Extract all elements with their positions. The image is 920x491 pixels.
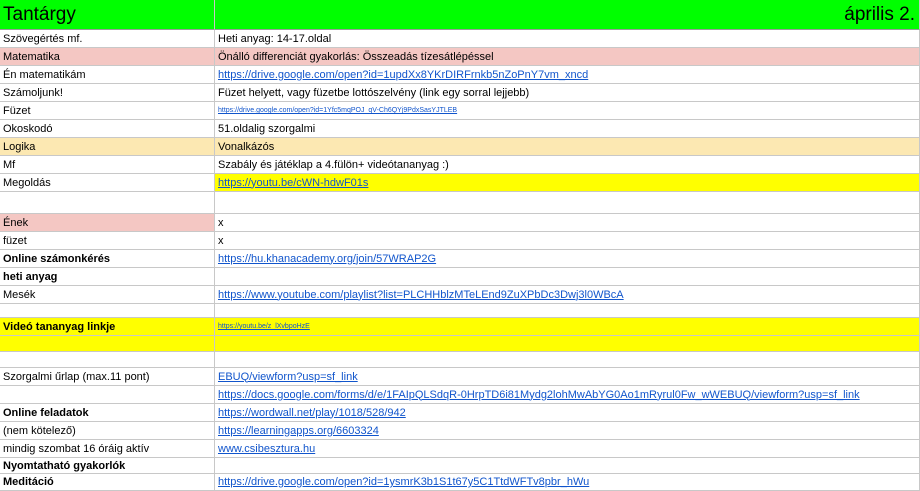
label-cell[interactable]: Meditáció — [0, 474, 215, 491]
table-row — [0, 250, 920, 268]
label-cell[interactable]: Videó tananyag linkje — [0, 318, 215, 336]
header-row — [0, 0, 920, 30]
label-cell[interactable] — [0, 336, 215, 352]
link[interactable]: https://hu.khanacademy.org/join/57WRAP2G — [218, 252, 437, 265]
label-cell[interactable]: Online számonkérés — [0, 250, 215, 268]
table-row — [0, 156, 920, 174]
table-row — [0, 440, 920, 458]
label-cell[interactable]: Logika — [0, 138, 215, 156]
value-cell[interactable]: Vonalkázós — [215, 138, 920, 156]
label-cell[interactable]: Én matematikám — [0, 66, 215, 84]
label-cell[interactable]: Szorgalmi űrlap (max.11 pont) — [0, 368, 215, 386]
link[interactable]: https://drive.google.com/open?id=1ysmrK3b1S1t67y5C1TtdWFTv8pbr_hWu — [218, 476, 590, 488]
value-cell[interactable]: x — [215, 232, 920, 250]
label-cell[interactable]: Nyomtatható gyakorlók — [0, 458, 215, 474]
value-cell[interactable] — [215, 268, 920, 286]
label-cell[interactable]: Számoljunk! — [0, 84, 215, 102]
table-row — [0, 352, 920, 368]
value-cell[interactable]: Önálló differenciát gyakorlás: Összeadás tízesátlépéssel — [215, 48, 920, 66]
value-cell[interactable]: Füzet helyett, vagy füzetbe lottószelvény (link egy sorral lejjebb) — [215, 84, 920, 102]
value-cell[interactable] — [215, 422, 920, 440]
value-cell[interactable] — [215, 102, 920, 120]
table-row — [0, 304, 920, 318]
value-cell[interactable] — [215, 286, 920, 304]
label-cell[interactable] — [0, 386, 215, 404]
label-cell[interactable]: Ének — [0, 214, 215, 232]
value-cell[interactable] — [215, 386, 920, 404]
label-cell[interactable]: Megoldás — [0, 174, 215, 192]
value-cell[interactable] — [215, 174, 920, 192]
link[interactable]: https://docs.google.com/forms/d/e/1FAIpQLSdqR-0HrpTD6i81Mydg2lohMwAbYG0Ao1mRyrul0Fw_wWEBUQ/viewform?usp=sf_link — [218, 388, 860, 401]
value-cell[interactable] — [215, 250, 920, 268]
table-row — [0, 30, 920, 48]
table-row — [0, 404, 920, 422]
value-cell[interactable] — [215, 474, 920, 491]
table-row — [0, 474, 920, 491]
table-row — [0, 368, 920, 386]
value-cell[interactable]: 51.oldalig szorgalmi — [215, 120, 920, 138]
table-row — [0, 84, 920, 102]
label-cell[interactable]: Matematika — [0, 48, 215, 66]
label-cell[interactable] — [0, 192, 215, 214]
label-cell[interactable]: Okoskodó — [0, 120, 215, 138]
table-row — [0, 66, 920, 84]
spacer-cell[interactable] — [215, 304, 920, 318]
spacer-cell[interactable] — [215, 352, 920, 368]
link[interactable]: https://learningapps.org/6603324 — [218, 424, 379, 437]
table-row — [0, 120, 920, 138]
header-date-cell[interactable]: április 2. — [215, 0, 920, 30]
value-cell[interactable] — [215, 404, 920, 422]
value-cell[interactable]: x — [215, 214, 920, 232]
table-row — [0, 286, 920, 304]
value-cell[interactable]: Szabály és játéklap a 4.fülön+ videótananyag :) — [215, 156, 920, 174]
label-cell[interactable]: Füzet — [0, 102, 215, 120]
table-row — [0, 232, 920, 250]
table-row — [0, 174, 920, 192]
table-row — [0, 386, 920, 404]
value-cell[interactable] — [215, 368, 920, 386]
table-row — [0, 318, 920, 336]
table-row — [0, 336, 920, 352]
label-cell[interactable]: mindig szombat 16 óráig aktív — [0, 440, 215, 458]
label-cell[interactable]: füzet — [0, 232, 215, 250]
label-cell[interactable]: Online feladatok — [0, 404, 215, 422]
link[interactable]: EBUQ/viewform?usp=sf_link — [218, 370, 358, 383]
label-cell[interactable]: (nem kötelező) — [0, 422, 215, 440]
value-cell[interactable] — [215, 66, 920, 84]
table-row — [0, 422, 920, 440]
table-row — [0, 138, 920, 156]
table-row — [0, 458, 920, 474]
value-cell[interactable] — [215, 318, 920, 336]
link[interactable]: https://youtu.be/z_lXvbpoHzE — [218, 323, 310, 330]
table-row — [0, 192, 920, 214]
label-cell[interactable]: heti anyag — [0, 268, 215, 286]
value-cell[interactable] — [215, 336, 920, 352]
label-cell[interactable]: Mesék — [0, 286, 215, 304]
link[interactable]: https://wordwall.net/play/1018/528/942 — [218, 406, 406, 419]
value-cell[interactable] — [215, 458, 920, 474]
value-cell[interactable] — [215, 192, 920, 214]
spacer-cell[interactable] — [0, 352, 215, 368]
label-cell[interactable]: Szövegértés mf. — [0, 30, 215, 48]
link[interactable]: https://www.youtube.com/playlist?list=PLCHHblzMTeLEnd9ZuXPbDc3Dwj3l0WBcA — [218, 288, 624, 301]
table-row — [0, 48, 920, 66]
value-cell[interactable] — [215, 440, 920, 458]
table-row — [0, 102, 920, 120]
value-cell[interactable]: Heti anyag: 14-17.oldal — [215, 30, 920, 48]
label-cell[interactable]: Mf — [0, 156, 215, 174]
table-row — [0, 214, 920, 232]
link[interactable]: https://youtu.be/cWN-hdwF01s — [218, 176, 369, 189]
spacer-cell[interactable] — [0, 304, 215, 318]
link[interactable]: https://drive.google.com/open?id=1Yfc5mqPOJ_qV-Ch6QYj9PdxSasYJTLEB — [218, 107, 458, 114]
table-row — [0, 268, 920, 286]
link[interactable]: https://drive.google.com/open?id=1updXx8YKrDIRFrnkb5nZoPnY7vm_xncd — [218, 68, 589, 81]
header-subject-cell[interactable]: Tantárgy — [0, 0, 215, 30]
link[interactable]: www.csibesztura.hu — [218, 442, 316, 455]
